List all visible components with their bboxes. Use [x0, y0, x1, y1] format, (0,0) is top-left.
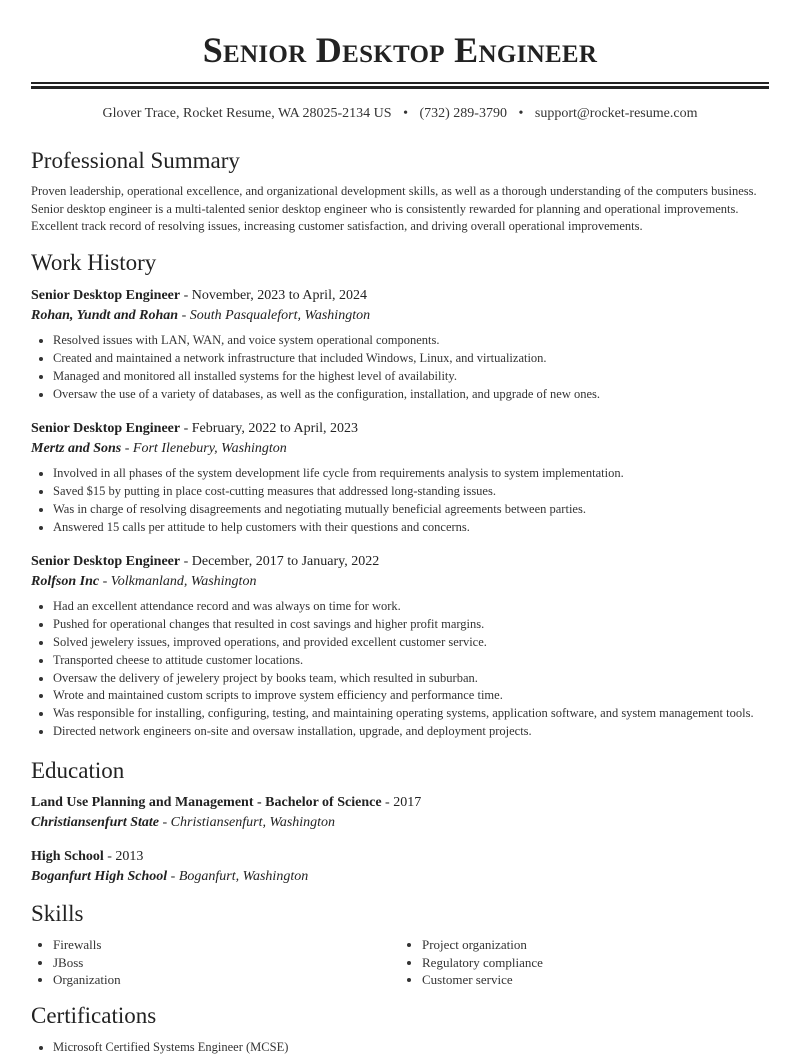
skills-column-left	[31, 936, 400, 989]
job-company-line	[31, 572, 769, 592]
job-company: Rolfson Inc	[31, 574, 100, 590]
resume-title: Senior Desktop Engineer	[202, 30, 598, 70]
skills-heading: Skills	[31, 900, 84, 926]
job-header	[31, 552, 769, 572]
education-header	[31, 847, 769, 867]
job-bullet: • Transported cheese to attitude customer locations.	[53, 652, 769, 670]
education-heading: Education	[31, 757, 125, 783]
job-bullet: • Pushed for operational changes that resulted in cost savings and higher profit margins.	[53, 616, 769, 634]
job-location: - South Pasqualefort, Washington	[178, 308, 371, 324]
job-bullet: • Wrote and maintained custom scripts to improve system efficiency and performance time.	[53, 687, 769, 705]
job-bullets	[31, 598, 769, 740]
job-bullet: • Was in charge of resolving disagreements and negotiating mutually beneficial agreements between parties.	[53, 501, 769, 519]
job-location: - Volkmanland, Washington	[99, 574, 257, 590]
job-bullet: • Had an excellent attendance record and was always on time for work.	[53, 598, 769, 616]
job-title: Senior Desktop Engineer	[31, 554, 181, 570]
skills-column-right	[400, 936, 769, 989]
job-bullet: • Solved jewelery issues, improved operations, and provided excellent customer service.	[53, 634, 769, 652]
job-company: Rohan, Yundt and Rohan	[31, 308, 179, 324]
job-bullet: • Was responsible for installing, configuring, testing, and maintaining operating systems, application software, and system management tools.	[53, 705, 769, 723]
job-title: Senior Desktop Engineer	[31, 421, 181, 437]
education-year: - 2013	[103, 848, 144, 864]
job-dates: - December, 2017 to January, 2022	[180, 554, 380, 570]
resume-page	[31, 0, 769, 1057]
job-bullet: • Oversaw the delivery of jewelery project by books team, which resulted in suburban.	[53, 670, 769, 688]
education-degree: High School	[31, 848, 104, 864]
job-bullets	[31, 465, 769, 536]
job-company-line	[31, 306, 769, 326]
skill-item: • Organization	[53, 971, 400, 989]
education-year: - 2017	[381, 794, 422, 810]
education-location: - Christiansenfurt, Washington	[159, 814, 336, 830]
education-school: Boganfurt High School	[31, 868, 168, 884]
job-location: - Fort Ilenebury, Washington	[121, 441, 287, 457]
contact-separator: •	[518, 106, 524, 121]
job-bullets	[31, 332, 769, 403]
education-location: - Boganfurt, Washington	[167, 868, 309, 884]
education-school: Christiansenfurt State	[31, 814, 159, 830]
job-entry	[31, 419, 769, 536]
job-bullet: • Saved $15 by putting in place cost-cutting measures that addressed long-standing issues.	[53, 483, 769, 501]
title-rule-bottom	[31, 86, 769, 89]
education-header	[31, 793, 769, 813]
job-bullet: • Resolved issues with LAN, WAN, and voice system operational components.	[53, 332, 769, 350]
job-dates: - February, 2022 to April, 2023	[180, 421, 359, 437]
contact-line	[31, 105, 769, 123]
contact-separator: •	[403, 106, 408, 121]
education-school-line	[31, 813, 769, 833]
certifications-heading: Certifications	[31, 1003, 157, 1029]
summary-heading: Professional Summary	[31, 148, 240, 173]
education-entry	[31, 847, 769, 887]
title-rule-top	[31, 82, 769, 84]
contact-address: Glover Trace, Rocket Resume, WA 28025-2134 US	[102, 106, 392, 121]
job-header	[31, 419, 769, 439]
job-bullet: • Answered 15 calls per attitude to help customers with their questions and concerns.	[53, 519, 769, 537]
skill-item: • JBoss	[53, 954, 400, 972]
job-bullet: • Oversaw the use of a variety of databases, as well as the configuration, installation, and upgrade of new ones.	[53, 386, 769, 404]
work-history-heading: Work History	[31, 250, 157, 276]
summary-text: Proven leadership, operational excellence, and organizational development skills, as well as a thorough understanding of the computers business. Senior desktop engineer is a multi-talented senior desktop engineer who is consistently rewarded for planning and operational improvements. Excellent track record of resolving issues, increasing customer satisfaction, and driving overall operational improvements.	[31, 184, 757, 234]
job-bullet: • Created and maintained a network infrastructure that included Windows, Linux, and virtualization.	[53, 350, 769, 368]
skill-item: • Project organization	[422, 936, 769, 954]
job-entry	[31, 286, 769, 403]
contact-phone: (732) 289-3790	[419, 106, 507, 121]
job-company: Mertz and Sons	[31, 441, 122, 457]
job-title: Senior Desktop Engineer	[31, 288, 181, 304]
job-bullet: • Directed network engineers on-site and oversaw installation, upgrade, and deployment projects.	[53, 723, 769, 741]
skill-item: • Regulatory compliance	[422, 954, 769, 972]
certifications-list	[31, 1039, 769, 1057]
job-company-line	[31, 439, 769, 459]
job-bullet: • Involved in all phases of the system development life cycle from requirements analysis to system implementation.	[53, 465, 769, 483]
job-bullet: • Managed and monitored all installed systems for the highest level of availability.	[53, 368, 769, 386]
job-dates: - November, 2023 to April, 2024	[180, 288, 367, 304]
certification-item: • Microsoft Certified Systems Engineer (MCSE)	[53, 1039, 769, 1057]
skills-list	[31, 936, 769, 989]
education-school-line	[31, 867, 769, 887]
education-degree: Land Use Planning and Management - Bachelor of Science	[31, 794, 382, 810]
contact-email: support@rocket-resume.com	[534, 106, 698, 121]
education-entry	[31, 793, 769, 833]
skill-item: • Customer service	[422, 971, 769, 989]
job-entry	[31, 552, 769, 740]
job-header	[31, 286, 769, 306]
skill-item: • Firewalls	[53, 936, 400, 954]
